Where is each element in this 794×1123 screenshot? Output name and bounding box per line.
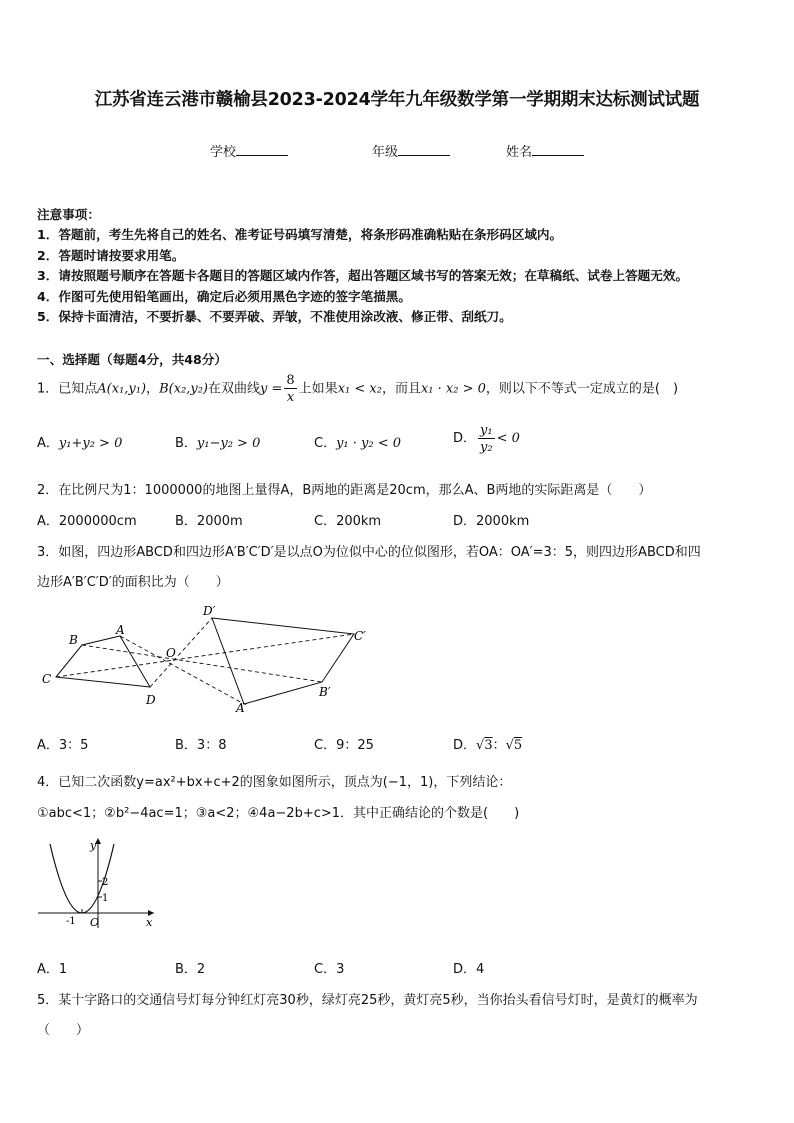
section-heading: 一、选择题（每题4分，共48分） xyxy=(37,352,228,367)
grade-field xyxy=(372,141,450,160)
label-o: O xyxy=(166,646,176,660)
label-b: B xyxy=(69,633,78,647)
q1-coord-a: (x₁,y₁) xyxy=(106,381,147,397)
label-tick-1: 1 xyxy=(102,893,109,904)
q3-option-d-colon: ： xyxy=(492,738,506,753)
q1-sep: ， xyxy=(146,381,160,397)
q5-stem-line-2: （ ） xyxy=(37,1023,90,1038)
notice-item-2: 2．答题时请按要求用笔。 xyxy=(37,248,185,263)
q4-option-a: A．1 xyxy=(37,962,68,977)
q3-stem-line-2: 边形A′B′C′D′的面积比为（ ） xyxy=(37,575,229,590)
name-label: 姓名 xyxy=(506,145,533,160)
q1-text-1: 1．已知点 xyxy=(37,381,98,397)
notice-item-5: 5．保持卡面清洁，不要折暴、不要弄破、弄皱，不准使用涂改液、修正带、刮纸刀。 xyxy=(37,309,512,324)
sqrt-5-radicand: 5 xyxy=(513,738,523,753)
label-d-prime: D′ xyxy=(203,604,216,618)
label-tick-2: 2 xyxy=(102,877,109,888)
q1-frac-num: 8 xyxy=(286,373,295,388)
quad-a2b2c2d2 xyxy=(212,618,354,704)
exam-title: 江苏省连云港市赣榆县2023-2024学年九年级数学第一学期期末达标测试试题 xyxy=(94,90,700,110)
label-tick-minus-1: -1 xyxy=(66,916,76,927)
sqrt-5: √5 xyxy=(505,738,523,753)
q2-option-a: A．2000000cm xyxy=(37,514,137,529)
q5-stem-line-1: 5．某十字路口的交通信号灯每分钟红灯亮30秒，绿灯亮25秒，黄灯亮5秒，当你抬头看信号灯时，是黄灯的概率为 xyxy=(37,993,698,1008)
notice-item-1: 1．答题前，考生先将自己的姓名、准考证号码填写清楚，将条形码准确粘贴在条形码区域内。 xyxy=(37,227,563,242)
label-c: C xyxy=(42,672,52,686)
notice-item-3: 3．请按照题号顺序在答题卡各题目的答题区域内作答，超出答题区域书写的答案无效；在草稿纸、试卷上答题无效。 xyxy=(37,268,689,283)
label-a: A xyxy=(116,623,125,637)
q1-option-c-label: C． xyxy=(314,436,337,451)
school-blank xyxy=(236,143,288,156)
q1-frac-den: x xyxy=(286,390,295,405)
name-blank xyxy=(532,143,584,156)
q4-stem-line-1: 4．已知二次函数y=ax²+bx+c+2的图象如图所示，顶点为(−1，1)，下列结论： xyxy=(37,775,512,790)
q1-option-c xyxy=(314,432,401,451)
label-c-prime: C′ xyxy=(354,629,366,643)
q1-text-3: 上如果 xyxy=(298,381,338,397)
q1-cond-1: x₁ < x₂ xyxy=(337,381,382,397)
q1-option-d-tail: < 0 xyxy=(496,431,520,446)
q3-stem-line-1: 3．如图，四边形ABCD和四边形A′B′C′D′是以点O为位似中心的位似图形，若OA：OA′=3：5，则四边形ABCD和四 xyxy=(37,545,701,560)
q2-option-b: B．2000m xyxy=(175,514,243,529)
q4-option-d: D．4 xyxy=(453,962,485,977)
q1-option-a xyxy=(37,432,122,451)
q2-stem: 2．在比例尺为1：1000000的地图上量得A，B两地的距离是20cm，那么A、B两地的实际距离是（ ） xyxy=(37,483,652,498)
q1-text-4: ，而且 xyxy=(381,381,421,397)
label-b-prime: B′ xyxy=(319,685,331,699)
q1-option-b xyxy=(175,432,260,451)
label-x: x xyxy=(146,916,153,929)
label-origin: O xyxy=(90,916,100,929)
q4-option-c: C．3 xyxy=(314,962,345,977)
q1-y-eq: y = xyxy=(260,381,283,397)
q3-option-b: B．3：8 xyxy=(175,738,227,753)
label-a-prime: A′ xyxy=(236,701,248,715)
q3-option-a: A．3：5 xyxy=(37,738,89,753)
q1-stem xyxy=(37,374,678,404)
q1-point-b: B xyxy=(159,381,169,397)
q1-option-d-fraction xyxy=(478,424,495,454)
homothety-lines xyxy=(56,618,354,704)
q1-text-2: 在双曲线 xyxy=(208,381,261,397)
q1-option-c-text: y₁ · y₂ < 0 xyxy=(336,436,402,451)
notice-item-4: 4．作图可先使用铅笔画出，确定后必须用黑色字迹的签字笔描黑。 xyxy=(37,289,411,304)
school-field xyxy=(210,141,288,160)
q1-option-d-den: y₂ xyxy=(480,439,493,455)
q1-cond-2: x₁ · x₂ > 0 xyxy=(420,381,486,397)
q1-option-d-num: y₁ xyxy=(480,422,493,438)
q1-option-d xyxy=(453,421,520,457)
q4-stem-line-2: ①abc<1；②b²−4ac=1；③a<2；④4a−2b+c>1．其中正确结论的个数是( ) xyxy=(37,806,520,821)
q1-option-d-label: D． xyxy=(453,431,477,446)
q1-option-a-label: A． xyxy=(37,436,59,451)
q1-coord-b: (x₂,y₂) xyxy=(168,381,208,397)
q4-option-b: B．2 xyxy=(175,962,206,977)
sqrt-3: √3 xyxy=(476,738,493,753)
q3-option-c: C．9：25 xyxy=(314,738,374,753)
q2-option-d: D．2000km xyxy=(453,514,530,529)
q3-option-d xyxy=(453,734,522,753)
q3-option-d-label: D． xyxy=(453,738,477,753)
q1-text-5: ，则以下不等式一定成立的是( ) xyxy=(485,381,679,397)
grade-blank xyxy=(398,143,450,156)
q1-option-b-text: y₁−y₂ > 0 xyxy=(196,436,261,451)
grade-label: 年级 xyxy=(372,145,399,160)
sqrt-3-radicand: 3 xyxy=(484,738,493,753)
homothety-figure xyxy=(36,598,376,716)
q1-point-a: A xyxy=(97,381,107,397)
notice-heading: 注意事项： xyxy=(37,207,100,222)
label-d: D xyxy=(146,693,156,707)
label-y: y xyxy=(90,839,97,852)
parabola-graph xyxy=(36,834,160,930)
school-label: 学校 xyxy=(210,145,237,160)
q1-option-a-text: y₁+y₂ > 0 xyxy=(58,436,123,451)
name-field xyxy=(506,141,584,160)
q2-option-c: C．200km xyxy=(314,514,382,529)
q1-fraction xyxy=(284,374,296,404)
q1-option-b-label: B． xyxy=(175,436,197,451)
